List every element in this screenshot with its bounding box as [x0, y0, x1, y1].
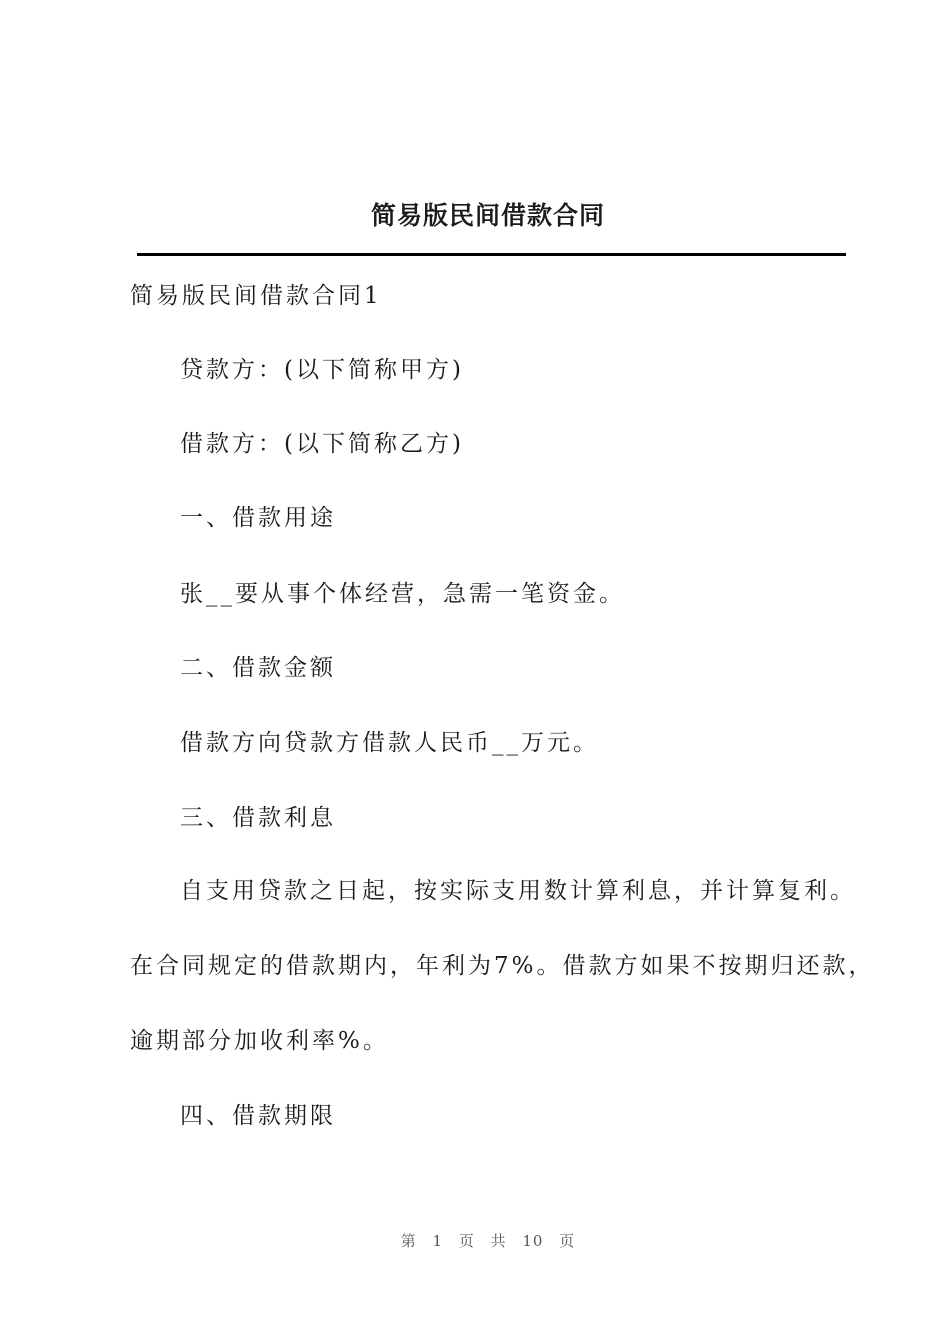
subtitle-line: 简易版民间借款合同1	[130, 283, 382, 309]
page-number-footer: 第 1 页 共 10 页	[400, 1232, 576, 1250]
interest-text-line-3: 逾期部分加收利率%。	[130, 1028, 389, 1054]
section-heading-term: 四、借款期限	[180, 1103, 336, 1129]
interest-text-line-1: 自支用贷款之日起，按实际支用数计算利息，并计算复利。	[180, 878, 856, 904]
lender-line: 贷款方：(以下简称甲方)	[180, 357, 464, 383]
borrower-line: 借款方：(以下简称乙方)	[180, 431, 464, 457]
purpose-text: 张__要从事个体经营，急需一笔资金。	[180, 581, 625, 607]
title-divider	[137, 253, 846, 256]
document-title: 简易版民间借款合同	[370, 201, 605, 230]
section-heading-amount: 二、借款金额	[180, 655, 336, 681]
section-heading-purpose: 一、借款用途	[180, 505, 336, 531]
amount-text: 借款方向贷款方借款人民币__万元。	[180, 730, 599, 756]
section-heading-interest: 三、借款利息	[180, 805, 336, 831]
interest-text-line-2: 在合同规定的借款期内，年利为7%。借款方如果不按期归还款，	[130, 953, 875, 979]
